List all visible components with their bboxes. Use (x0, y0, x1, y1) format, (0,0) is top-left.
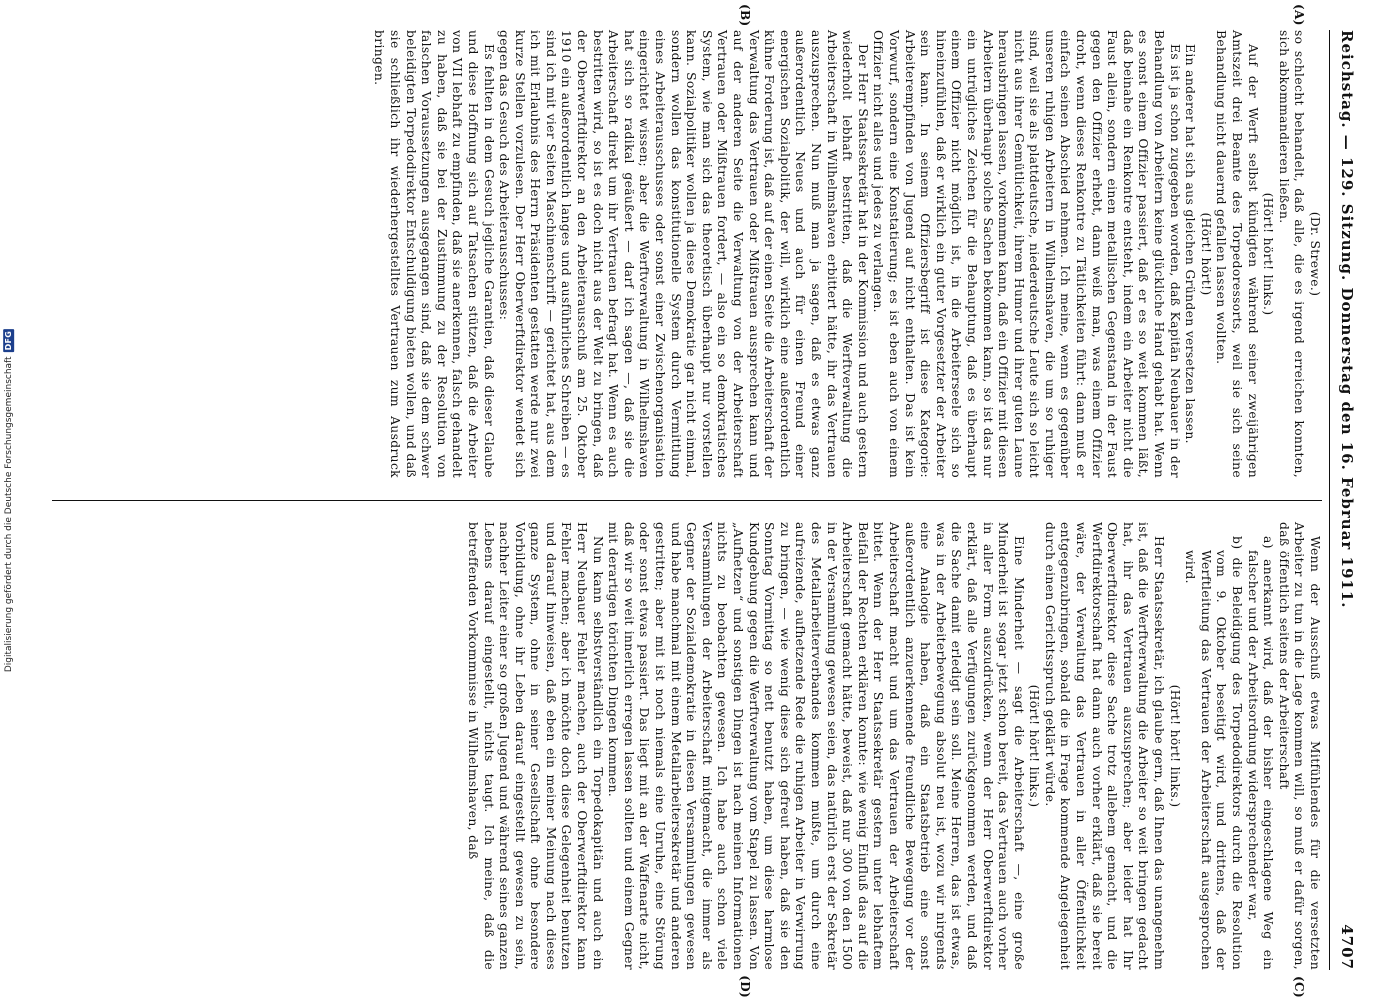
margin-mark-b: (B) (738, 4, 752, 27)
paragraph: Herr Staatssekretär, ich glaube gern, daß Ihnen das unangenehm ist, daß die Werftverwaltung die Arbeiter so weit bringen gedacht hat, ihr das Vertrauen auszusprechen; aber leider hat Ihr Oberwerftdirektor diese Sache trotz allebem gemacht, und die Werftdirektorschaft hat dann auch vorher erklärt, daß sie bereit wäre, der Verwaltung das Vertrauen in aller Öffentlichkeit entgegenzubringen, sobald die in Frage kommende Angelegenheit durch einen Gerichtsspruch geklärt würde. (1042, 522, 1167, 970)
rotated-page-content (46, 4, 1356, 998)
interjection: (Hört! hört! links.) (1027, 684, 1042, 808)
right-column (52, 522, 1322, 998)
interjection: (Hört! hört! links.) (1261, 192, 1276, 316)
paragraph: Es ist ja schon zugegeben worden, daß Kapitän Neubauer in der Behandlung von Arbeitern keine glückliche Hand gehabt hat. Wenn es sonst einem Offizier passiert, daß er es so weit kommen läßt, daß beinahe ein Renkontre entsteht, indem ein Arbeiter nicht die Faust allein, sondern einen metallischen Gegenstand in der Faust gegen den Offizier erhebt, dann weiß man, was einem Offizier droht, wenn dieses Renkontre zu Tätlichkeiten führt: dann muß er einfach seinen Abschied nehmen. Ich meine, wenn es gegenüber unseren ruhigen Arbeitern in Wilhelmshaven, die um so ruhiger sind, weil sie als plattdeutsche, niederdeutsche Leute sich so leicht nicht aus ihrer Gemütlichkeit, ihrem Humor und ihrer guten Laune herausbringen lassen, vorkommen kann, daß ein Offizier mit diesen Arbeitern überhaupt solche Sachen bekommen kann, so ist das nur ein untrügliches Zeichen für die Behauptung, daß es überhaupt einem Offizier nicht möglich ist, in die Arbeiterseele sich so hineinzufühlen, daß er wirklich ein guter Vorgesetzter der Arbeiter sein kann. In seinem Offiziersbegriff ist diese Kategorie: Arbeiterempfinden von Jugend auf nicht enthalten. Das ist kein Vorwurf, sondern eine Konstatierung; es ist eben auch von einem Offizier nicht alles und jedes zu verlangen. (871, 30, 1182, 478)
margin-mark-a: (A) (1292, 4, 1306, 26)
credit-text: Digitalisierung gefördert durch die Deutsche Forschungsgemeinschaft (4, 355, 14, 672)
margin-mark-d: (D) (738, 975, 752, 998)
scanned-page (46, 4, 1356, 998)
quoted-paragraph: Es fehlten in dem Gesuch jegliche Garantien, daß dieser Glaube und diese Hoffnung sich auf Tatsachen stützen, daß die Arbeiter von VII lebhaft zu empfinden, daß sie anerkennen, falsch gehandelt zu haben, daß sie bei der Zustimmung zu der Resolution von falschen Voraussetzungen ausgegangen sind, daß sie dem schwer beleidigten Torpedodirektor Entschuldigung bieten wollen, und daß sie schließlich ihr wiederhergestelltes Vertrauen zum Ausdruck bringen. (372, 30, 496, 478)
speaker-label: (Dr. Strewe.) (1308, 211, 1322, 297)
interjection: (Hört! hört! links.) (1167, 684, 1182, 808)
list-item: a) anerkannt wird, daß der bisher eingeschlagene Weg ein falscher und der Arbeitsordnung widersprechender war, (1245, 536, 1276, 970)
list-item: b) die Beleidigung des Torpedodirektors durch die Resolution vom 9. Oktober beseitigt wird, und drittens, daß der Werftleitung das Vertrauen der Arbeiterschaft ausgesprochen wird. (1183, 536, 1245, 970)
interjection: (Hört! hört!) (1198, 212, 1213, 296)
header-title: Reichstag. — 129. Sitzung. Donnerstag den 16. Februar 1911. (1338, 30, 1356, 609)
margin-mark-c: (C) (1292, 976, 1306, 998)
page-number: 4707 (1338, 924, 1356, 970)
page-header (1329, 30, 1356, 970)
text-columns (52, 4, 1322, 998)
paragraph: Der Herr Staatssekretär hat in der Kommission und auch gestern wiederholt lebhaft bestritten, daß die Werftverwaltung die Arbeiterschaft in Wilhelmshaven erbittert hätte, ihr das Vertrauen auszusprechen. Nun muß man ja sagen, daß es etwas ganz außerordentlich Neues und auch für einen Freund einer energischen Sozialpolitik, der will, wirklich eine außerordentlich kühne Forderung ist, daß auf der einen Seite die Arbeiterschaft der Verwaltung das Vertrauen oder Mißtrauen aussprechen kann und auf der anderen Seite die Verwaltung von der Arbeiterschaft Vertrauen oder Mißtrauen fordert, — also ein so demokratisches System, wie man sich das theoretisch überhaupt nur vorstellen kann. Sozialpolitiker wollen ja diese Demokratie gar nicht einmal, sondern wollen das konstitutionelle System durch Vermittlung eines Arbeiterausschusses oder sonst einer Zwischenorganisation eingerichtet wissen; aber die Werftverwaltung in Wilhelmshaven hat sich so radikal geäußert — darf ich sagen —, daß sie die Arbeiterschaft direkt um ihr Vertrauen befragt hat. Wenn es auch bestritten wird, so ist es doch nicht aus der Welt zu bringen, daß der Oberwerftdirektor an den Arbeiterausschuß am 25. Oktober 1910 ein außerordentlich langes und ausführliches Schreiben — es sind ich mit vier Seiten Maschinenschrift — gerichtet hat, aus dem ich mit Erlaubnis des Herrn Präsidenten gestatten werde nur zwei kurze Stellen vorzulesen. Der Herr Oberwerftdirektor wendet sich gegen das Gesuch des Arbeiterausschusses: (497, 30, 870, 478)
paragraph: so schlecht behandelt, daß alle, die es irgend erreichen konnten, sich abkommandieren ließen. (1276, 30, 1307, 478)
column-divider (52, 500, 1322, 501)
paragraph: Eine Minderheit — sagt die Arbeiterschaft —, eine große Minderheit ist sogar jetzt schon bereit, das Vertrauen auch vorher in aller Form auszudrücken, wenn der Herr Oberwerftdirektor erklärt, daß alle Verfügungen zurückgenommen werden, und daß die Sache damit erledigt sein soll. Meine Herren, das ist etwas, was in der Arbeiterbewegung absolut neu ist, wozu wir nirgends eine Analogie haben, daß ein Staatsbetrieb eine sonst außerordentlich anzuerkennende freundliche Bewegung vor der Arbeiterschaft macht und um das Vertrauen der Arbeiterschaft bittet. Wenn der Herr Staatssekretär gestern unter lebhaftem Beifall der Rechten erklären konnte: wie wenig Einfluß das auf die Arbeiterschaft gemacht hätte, beweist, daß nur 300 von den 1500 in der Versammlung gewesen seien, das natürlich erst der Sekretär des Metallarbeiterverbandes kommen mußte, um durch eine aufreizende, aufhetzende Rede die ruhigen Arbeiter in Verwirrung zu bringen, — wie wenig diese sich gefreut haben, daß sie den Sonntag Vormittag so nett benutzt haben, um diese harmlose Kundgebung gegen die Werftverwaltung vom Stapel zu lassen. Von „Aufhetzen“ und sonstigen Dingen ist nach meinen Informationen nichts zu beobachten gewesen. Ich habe auch schon viele Versammlungen der Arbeiterschaft mitgemacht, die immer als Gegner der Sozialdemokratie in diesen Versammlungen gewesen und habe manchmal mit einem Metallarbeitersekretär und anderen gestritten; aber mit ist noch niemals eine Unruhe, eine Störung oder sonst etwas passiert. Das liegt mit an der Waffenarte nicht, daß wir so weit innerlich erregen lassen sollten und einem Gegner mit derartigen törichten Dingen kommen. (606, 522, 1026, 970)
dfg-logo: DFG (4, 330, 14, 350)
paragraph: Auf der Werft selbst kündigten während seiner zweijährigen Amtszeit drei Beamte des Torpedoressorts, weil sie sich seine Behandlung nicht dauernd gefallen lassen wollten. (1214, 30, 1260, 478)
left-column (52, 4, 1322, 478)
paragraph: Nun kann selbstverständlich ein Torpedokapitän und auch ein Herr Neubauer Fehler machen, auch der Oberwerftdirektor kann Fehler machen; aber ich möchte doch diese Gelegenheit benutzen und darauf hinweisen, daß eben ein meiner Meinung nach dieses ganze System, ohne in seiner Gesellschaft ohne besondere Vorbildung, ohne ihr Leben darauf eingestellt gewesen zu sein, nachher Leiter einer so großen Jugend und während seines ganzen Lebens darauf eingestellt, nichts taugt. Ich meine, daß die betreffenden Vorkommnisse in Wilhelmshaven, daß (465, 522, 605, 970)
paragraph: Ein anderer hat sich aus gleichen Gründen versetzen lassen. (1183, 44, 1198, 444)
paragraph: Wenn der Ausschuß etwas Mitfühlendes für die versetzten Arbeiter zu tun in die Lage kommen will, so muß er dafür sorgen, daß öffentlich seitens der Arbeiterschaft (1276, 522, 1322, 970)
digitization-credit (0, 0, 18, 1000)
